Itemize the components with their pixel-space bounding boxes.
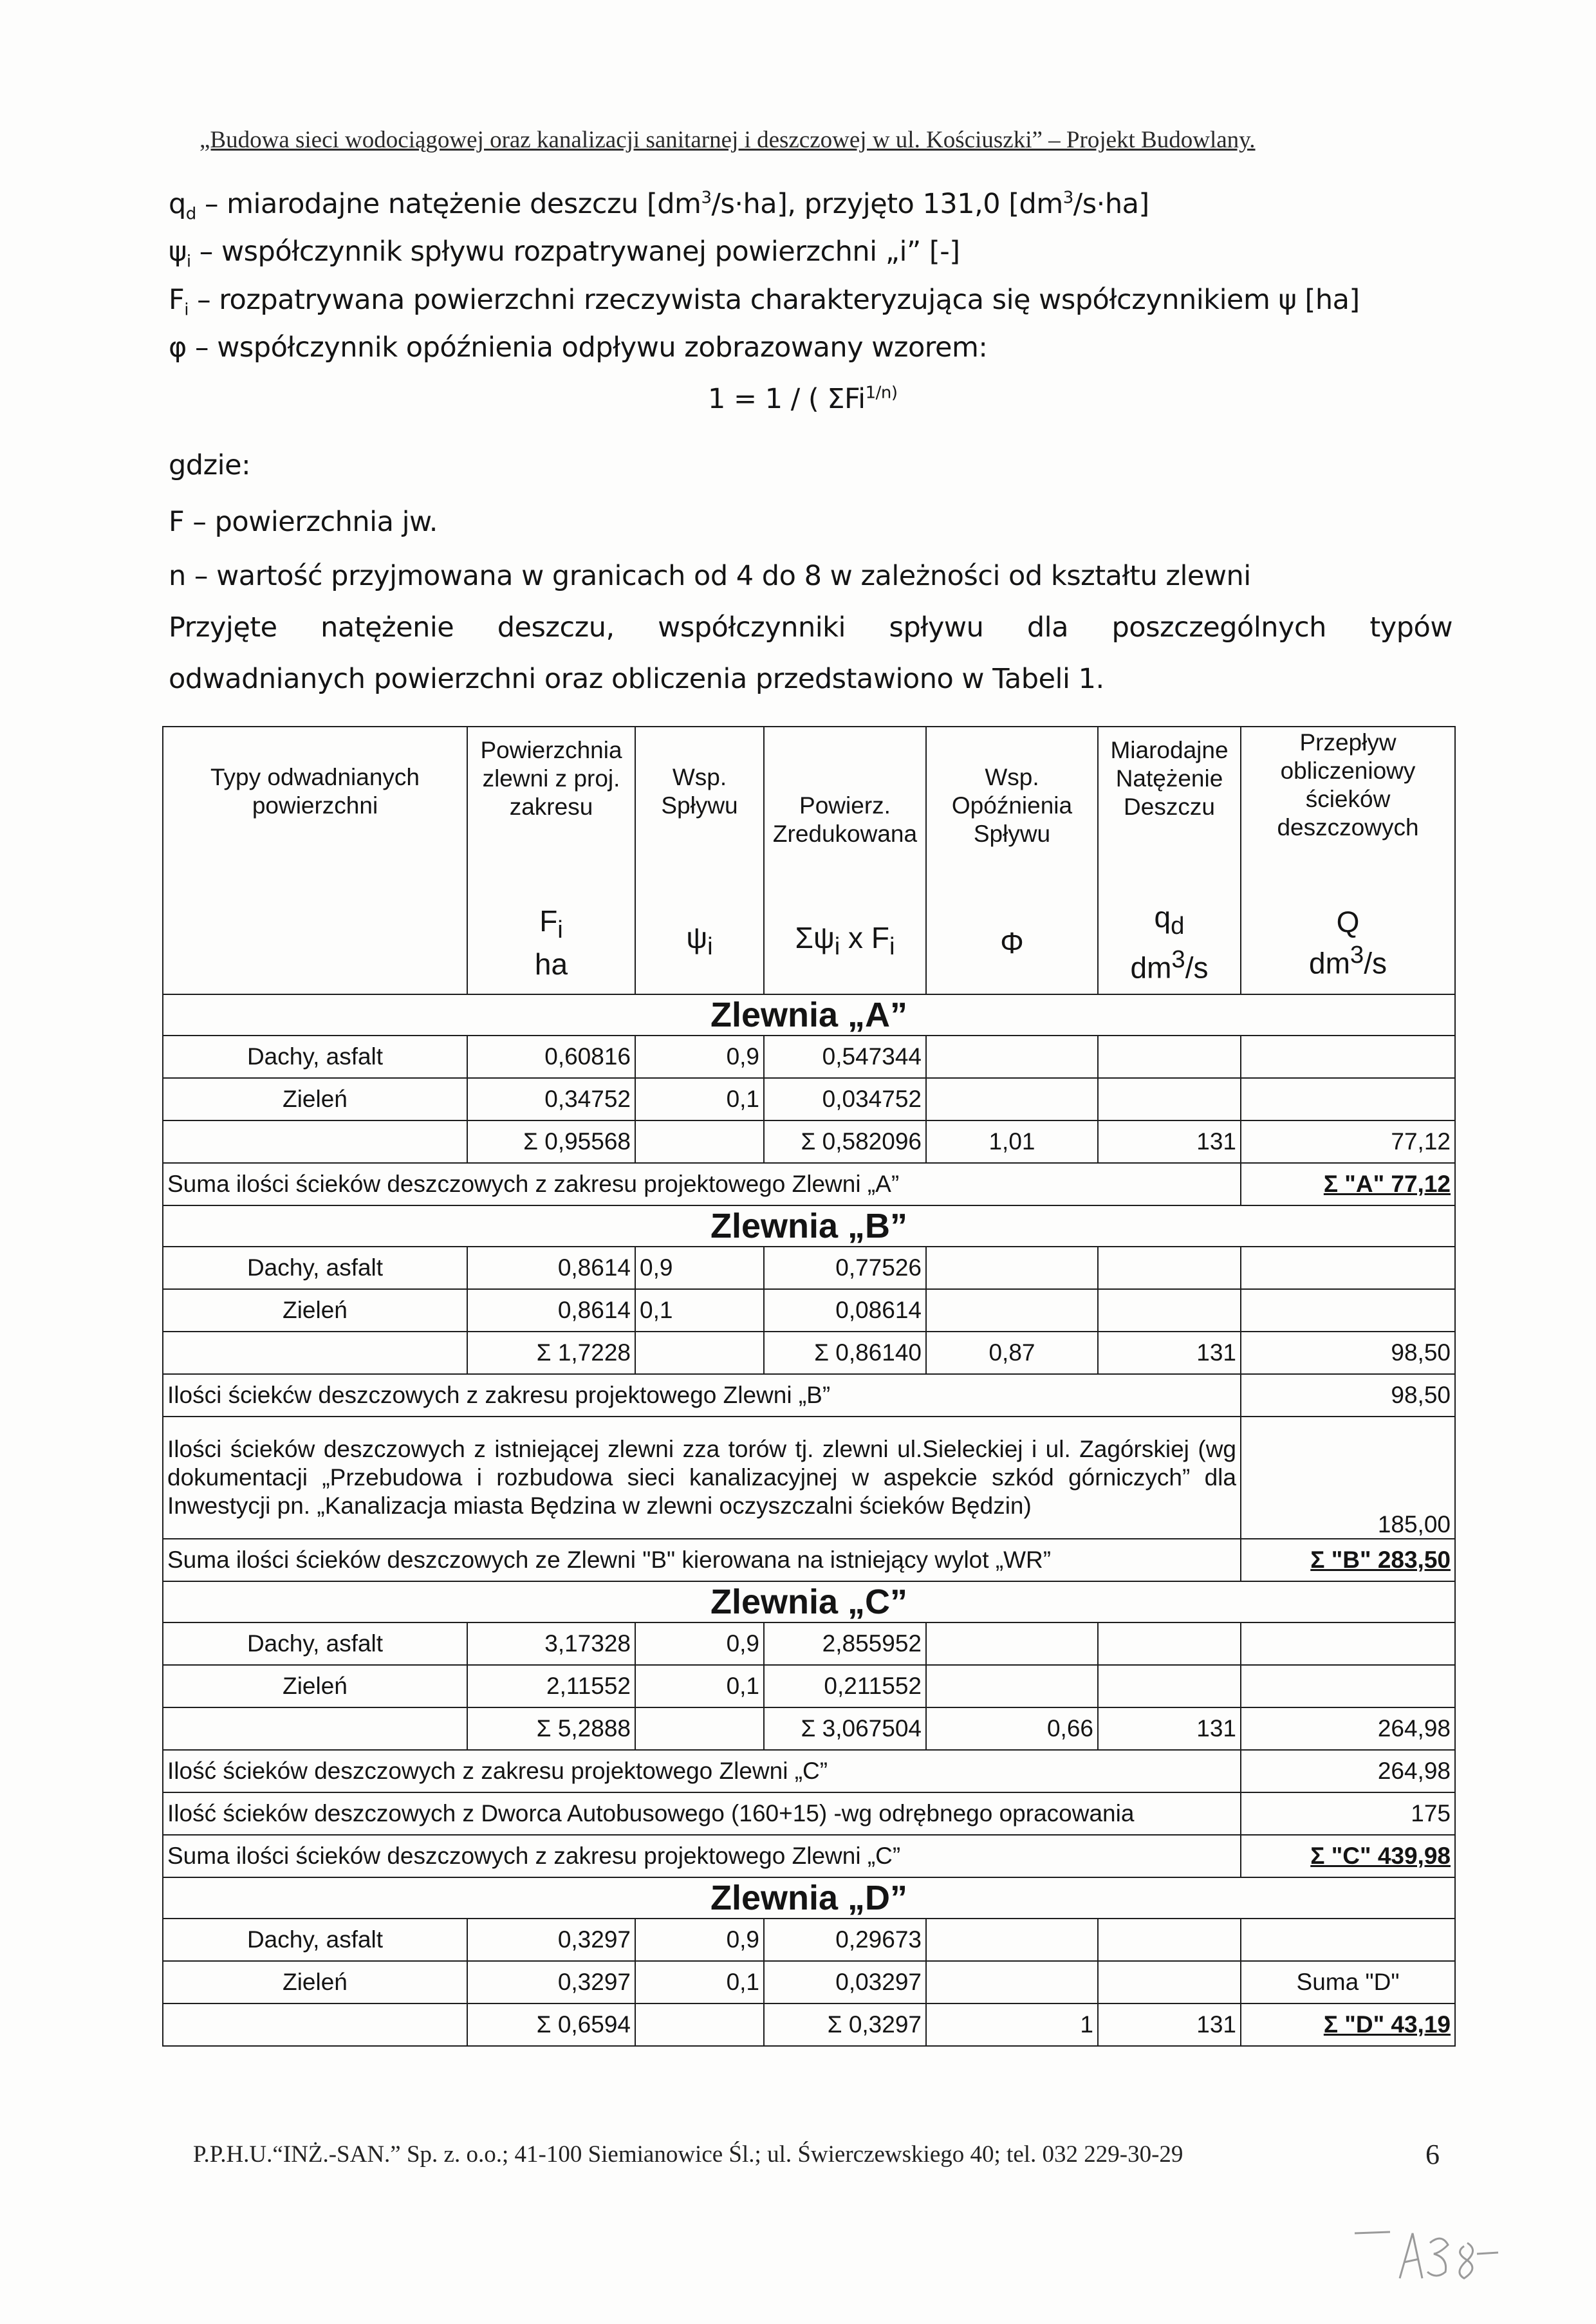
header-rain-intensity: Miarodajne Natężenie Deszczu [1098, 727, 1241, 891]
table-row-total: Suma ilości ścieków deszczowych z zakresu projektowego Zlewni „A” Σ "A" 77,12 [163, 1163, 1455, 1205]
table-row-existing-catchment: Ilości ścieków deszczowych z istniejącej zlewni zza torów tj. zlewni ul.Sieleckiej i ul. Zagórskiej (wg dokumentacji „Przebudowa i rozbudowa sieci kanalizacyjnej w aspekcie szkód górniczych” dla Inwestycji pn. „Kanalizacja miasta Będzina w zlewni oczyszczalni ścieków Będzin) 185,00 [163, 1417, 1455, 1539]
header-surface-types: Typy odwadnianych powierzchni [163, 727, 467, 891]
table-row-sum: Σ 0,6594 Σ 0,3297 1 131 Σ "D" 43,19 [163, 2003, 1455, 2046]
page-header: „Budowa sieci wodociągowej oraz kanalizacji sanitarnej i deszczowej w ul. Kościuszki” – Projekt Budowlany. [200, 127, 1256, 153]
handwritten-mark-icon [1351, 2208, 1499, 2291]
header-design-flow: Przepływ obliczeniowy ścieków deszczowych [1241, 727, 1455, 891]
unit-delay-coef: Φ [926, 891, 1098, 994]
definition-qd: $q_d$ – miarodajne natężenie deszczu $[dm^3/s\cdot ha]$, przyjęto 131,0 $[dm^3/s\cdot ha]$ [169, 188, 1149, 224]
unit-reduced-area: $\Sigma\psi_i$ x $F_i$ [764, 891, 926, 994]
table-row: Dachy, asfalt 0,3297 0,9 0,29673 [163, 1919, 1455, 1961]
unit-area: $F_i$ ha [467, 891, 635, 994]
company-footer: P.P.H.U.“INŻ.-SAN.” Sp. z. o.o.; 41-100 Siemianowice Śl.; ul. Świerczewskiego 40; tel. 032 229-30-29 [193, 2141, 1183, 2168]
intro-line-2: odwadnianych powierzchni oraz obliczenia przedstawiono w Tabeli 1. [169, 663, 1104, 695]
table-header-row [163, 727, 1455, 891]
header-delay-coef: Wsp. Opóźnienia Spływu [926, 727, 1098, 891]
header-reduced-area: Powierz. Zredukowana [764, 727, 926, 891]
calculation-table [162, 726, 1456, 2047]
definition-n: n – wartość przyjmowana w granicach od 4 do 8 w zależności od kształtu zlewni [169, 560, 1251, 592]
table-units-row [163, 891, 1455, 994]
header-area: Powierzchnia zlewni z proj. zakresu [467, 727, 635, 891]
table-row: Zieleń 0,8614 0,1 0,08614 [163, 1289, 1455, 1332]
unit-intensity: $q_d$ $dm^3/s$ [1098, 891, 1241, 994]
table-row: Dachy, asfalt 0,60816 0,9 0,547344 [163, 1036, 1455, 1078]
table-row: Zieleń 0,3297 0,1 0,03297 Suma "D" [163, 1961, 1455, 2003]
table-row-sum: Σ 5,2888 Σ 3,067504 0,66 131 264,98 [163, 1707, 1455, 1750]
table-row-sum: Σ 0,95568 Σ 0,582096 1,01 131 77,12 [163, 1120, 1455, 1163]
section-title-D: Zlewnia „D” [163, 1877, 1455, 1919]
table-row: Dachy, asfalt 3,17328 0,9 2,855952 [163, 1622, 1455, 1665]
table-row: Dachy, asfalt 0,8614 0,9 0,77526 [163, 1247, 1455, 1289]
intro-line-1: Przyjęte natężenie deszczu, współczynniki spływu dla poszczególnych typów [169, 611, 1452, 644]
unit-flow: Q $dm^3/s$ [1241, 891, 1455, 994]
table-row-subtotal: Ilości ściekćw deszczowych z zakresu projektowego Zlewni „B” 98,50 [163, 1374, 1455, 1417]
table-row-total: Suma ilości ścieków deszczowych z zakresu projektowego Zlewni „C” Σ "C" 439,98 [163, 1835, 1455, 1877]
definition-F-general: F – powierzchnia jw. [169, 506, 438, 538]
definition-phi: φ – współczynnik opóźnienia odpływu zobrazowany wzorem: [169, 331, 988, 364]
unit-runoff-coef: $\psi_i$ [635, 891, 764, 994]
formula: 1 = 1 / ( ΣFi$^{1/n)}$ [708, 383, 898, 415]
section-title-B: Zlewnia „B” [163, 1205, 1455, 1247]
section-title-A: Zlewnia „A” [163, 994, 1455, 1036]
table-row: Zieleń 2,11552 0,1 0,211552 [163, 1665, 1455, 1707]
header-runoff-coef: Wsp. Spływu [635, 727, 764, 891]
table-row-sum: Σ 1,7228 Σ 0,86140 0,87 131 98,50 [163, 1332, 1455, 1374]
definition-F: $F_i$ – rozpatrywana powierzchni rzeczywista charakteryzująca się współczynnikiem ψ [ha] [169, 284, 1360, 320]
table-row-total: Suma ilości ścieków deszczowych ze Zlewni "B" kierowana na istniejący wylot „WR” Σ "B" 283,50 [163, 1539, 1455, 1581]
table-row-bus-station: Ilość ścieków deszczowych z Dworca Autobusowego (160+15) -wg odrębnego opracowania 175 [163, 1792, 1455, 1835]
page-number: 6 [1425, 2139, 1440, 2170]
table-row-subtotal: Ilość ścieków deszczowych z zakresu projektowego Zlewni „C” 264,98 [163, 1750, 1455, 1792]
table-row: Zieleń 0,34752 0,1 0,034752 [163, 1078, 1455, 1120]
section-title-C: Zlewnia „C” [163, 1581, 1455, 1622]
where-label: gdzie: [169, 449, 251, 481]
definition-psi: $\psi_i$ – współczynnik spływu rozpatrywanej powierzchni „i” [-] [169, 236, 960, 272]
